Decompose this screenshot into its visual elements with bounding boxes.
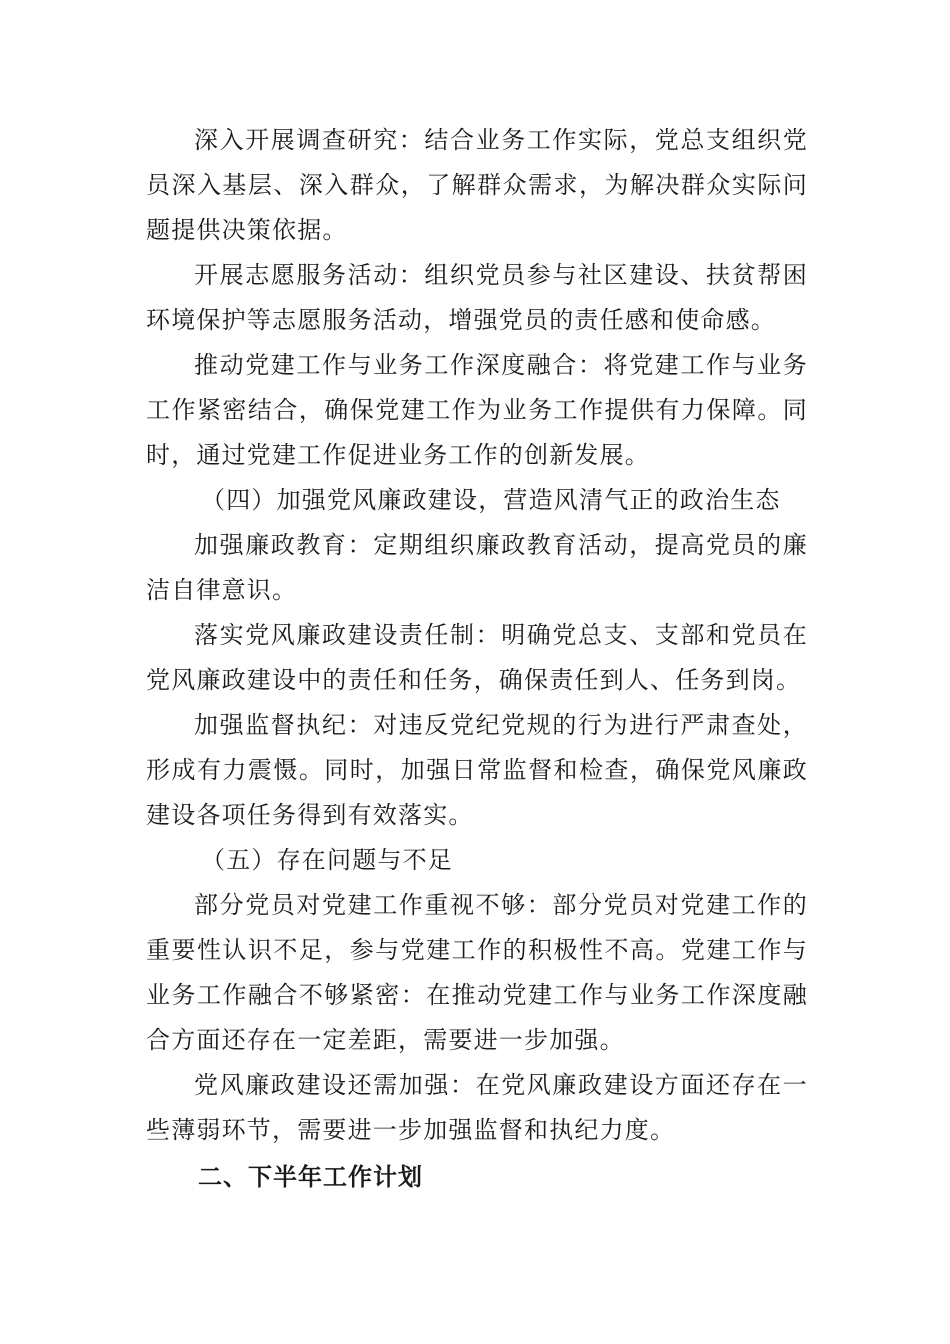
document-body xyxy=(146,118,808,1200)
paragraph-responsibility-system: 落实党风廉政建设责任制：明确党总支、支部和党员在党风廉政建设中的责任和任务，确保责任到人、任务到岗。 xyxy=(146,621,808,694)
paragraph-integrity-education: 加强廉政教育：定期组织廉政教育活动，提高党员的廉洁自律意识。 xyxy=(146,531,808,604)
paragraph-problem-attention: 部分党员对党建工作重视不够：部分党员对党建工作的重要性认识不足，参与党建工作的积极性不高。党建工作与业务工作融合不够紧密：在推动党建工作与业务工作深度融合方面还存在一定差距，需要进一步加强。 xyxy=(146,891,808,1054)
paragraph-supervision: 加强监督执纪：对违反党纪党规的行为进行严肃查处，形成有力震慑。同时，加强日常监督和检查，确保党风廉政建设各项任务得到有效落实。 xyxy=(146,711,808,829)
subheading-problems: （五）存在问题与不足 xyxy=(201,846,453,874)
paragraph-volunteer: 开展志愿服务活动：组织党员参与社区建设、扶贫帮困环境保护等志愿服务活动，增强党员的责任感和使命感。 xyxy=(146,261,808,334)
paragraph-research: 深入开展调查研究：结合业务工作实际，党总支组织党员深入基层、深入群众，了解群众需求，为解决群众实际问题提供决策依据。 xyxy=(146,126,808,244)
paragraph-problem-integrity: 党风廉政建设还需加强：在党风廉政建设方面还存在一些薄弱环节，需要进一步加强监督和执纪力度。 xyxy=(146,1071,808,1144)
section-title-second-half-plan: 二、下半年工作计划 xyxy=(198,1163,423,1191)
paragraph-integration: 推动党建工作与业务工作深度融合：将党建工作与业务工作紧密结合，确保党建工作为业务工作提供有力保障。同时，通过党建工作促进业务工作的创新发展。 xyxy=(146,351,808,469)
subheading-integrity: （四）加强党风廉政建设，营造风清气正的政治生态 xyxy=(201,486,781,514)
